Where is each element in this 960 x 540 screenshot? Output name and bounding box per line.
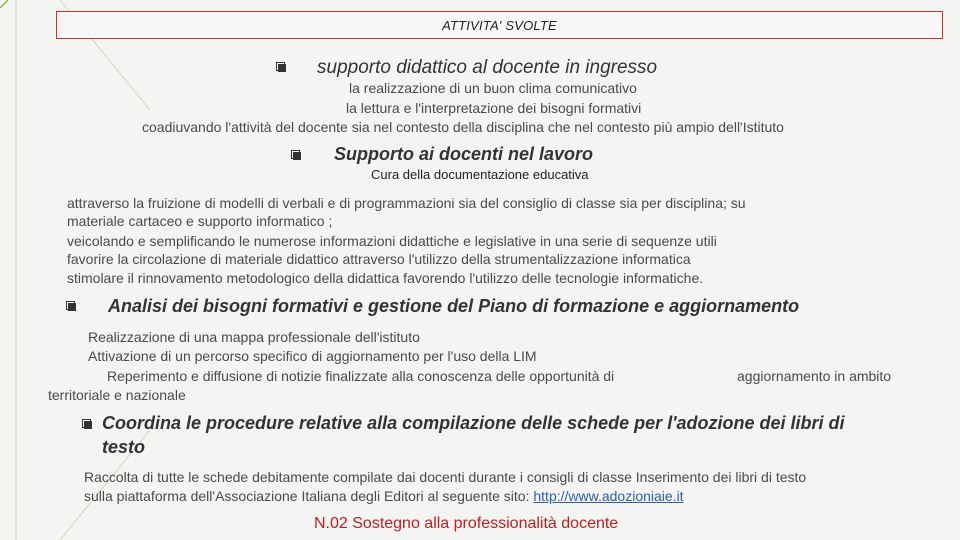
section4-line-2-text: sulla piattaforma dell'Associazione Italiana degli Editori al seguente sito: [84, 488, 534, 504]
checkbox-bullet-icon [276, 61, 288, 73]
section3-line-1: Realizzazione di una mappa professionale dell'istituto [88, 329, 420, 345]
checkbox-bullet-icon [66, 300, 78, 312]
section2-line-4: favorire la circolazione di materiale didattico attraverso l'utilizzo della strumentalizzazione informatica [67, 251, 691, 267]
section1-line-1: la realizzazione di un buon clima comunicativo [349, 80, 637, 96]
section3-line-5: territoriale e nazionale [48, 387, 186, 403]
footer-caption: N.02 Sostegno alla professionalità docente [314, 515, 619, 532]
checkbox-bullet-icon [291, 149, 303, 161]
section3-line-2: Attivazione di un percorso specifico di aggiornamento per l'uso della LIM [88, 348, 537, 364]
section2-line-5: stimolare il rinnovamento metodologico della didattica favorendo l'utilizzo delle tecnologie informatiche. [67, 270, 704, 286]
section4-heading-line-2: testo [102, 437, 146, 457]
section4-heading-line-1: Coordina le procedure relative alla compilazione delle schede per l'adozione dei libri di [102, 413, 845, 433]
section2-line-3: veicolando e semplificando le numerose informazioni didattiche e legislative in una serie di sequenze utili [67, 233, 717, 249]
section2-line-2: materiale cartaceo e supporto informatico ; [67, 213, 333, 229]
section3-heading: Analisi dei bisogni formativi e gestione del Piano di formazione e aggiornamento [108, 296, 800, 316]
checkbox-bullet-icon [82, 418, 94, 430]
adozioni-link[interactable]: http://www.adozioniaie.it [533, 488, 684, 504]
section3-line-3: Reperimento e diffusione di notizie finalizzate alla conoscenza delle opportunità di [107, 368, 615, 384]
section4-line-2 [84, 488, 684, 504]
page-title: ATTIVITA' SVOLTE [442, 17, 557, 33]
section2-subheading: Cura della documentazione educativa [371, 167, 589, 182]
section2-line-1: attraverso la fruizione di modelli di verbali e di programmazioni sia del consiglio di classe sia per disciplina; su [67, 195, 746, 211]
section3-line-4: aggiornamento in ambito [737, 368, 892, 384]
section1-heading: supporto didattico al docente in ingresso [317, 57, 658, 78]
section1-line-2: la lettura e l'interpretazione dei bisogni formativi [346, 100, 642, 116]
section2-heading: Supporto ai docenti nel lavoro [334, 144, 594, 164]
section1-line-3: coadiuvando l'attività del docente sia nel contesto della disciplina che nel contesto più ampio dell'Istituto [142, 119, 784, 135]
section4-line-1: Raccolta di tutte le schede debitamente compilate dai docenti durante i consigli di classe Inserimento dei libri di testo [84, 469, 807, 485]
header-title-box [56, 11, 943, 39]
